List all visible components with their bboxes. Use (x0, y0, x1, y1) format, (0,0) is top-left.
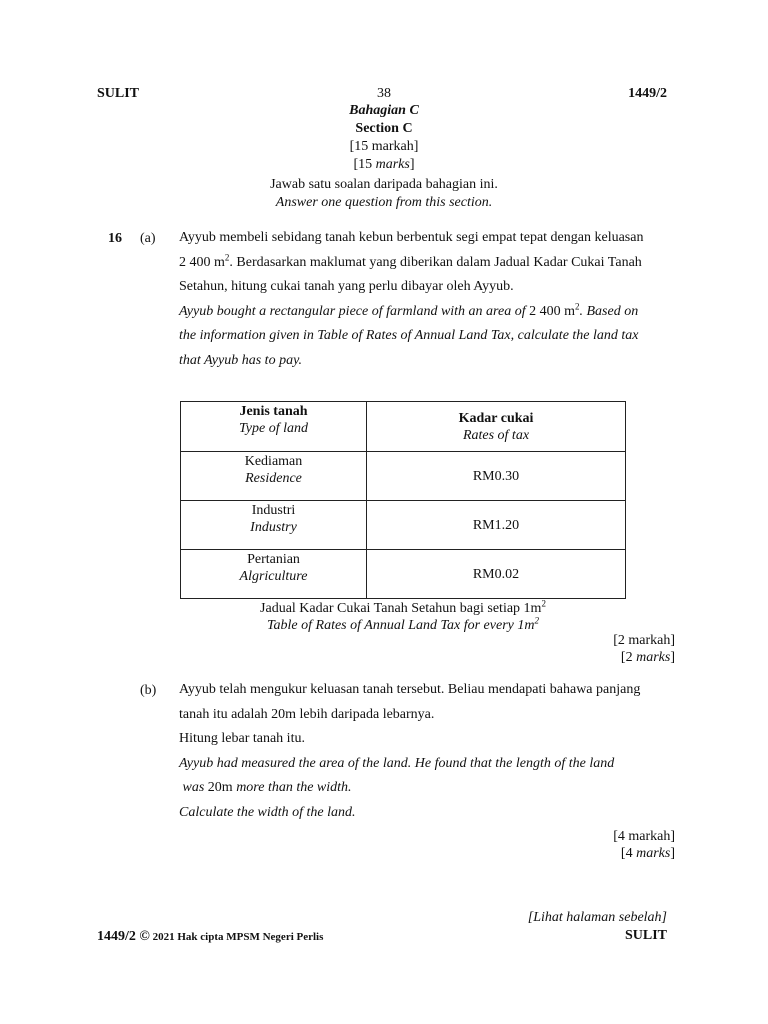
question-number: 16 (108, 231, 122, 246)
section-title-malay: Bahagian C (349, 103, 419, 118)
land-type-english: Residence (245, 471, 302, 486)
part-b-malay-line: Ayyub telah mengukur keluasan tanah tersebut. Beliau mendapati bahawa panjang (179, 682, 641, 697)
part-b-marks (613, 828, 675, 862)
section-instruction-malay: Jawab satu soalan daripada bahagian ini. (270, 177, 498, 192)
part-a-malay-line: Setahun, hitung cukai tanah yang perlu dibayar oleh Ayyub. (179, 279, 514, 294)
rate-cell: RM0.30 (367, 452, 626, 501)
header-cell-type (181, 402, 367, 452)
header-rate-english: Rates of tax (462, 427, 530, 443)
marks-malay: [4 markah] (613, 829, 675, 844)
header-paper-code: 1449/2 (628, 86, 667, 101)
part-b-label: (b) (140, 683, 157, 698)
footer-sulit-label: SULIT (624, 928, 667, 943)
table-row (181, 501, 626, 550)
marks-malay: [2 markah] (613, 633, 675, 648)
header-type-english: Type of land (239, 421, 308, 436)
header-rate-malay: Kadar cukai (458, 410, 534, 426)
header-type-malay: Jenis tanah (239, 404, 308, 419)
page-number: 38 (377, 86, 391, 101)
part-a-text (179, 226, 675, 373)
part-b-english-line: Ayyub had measured the area of the land. He found that the length of the land (179, 755, 615, 771)
part-a-malay-line: 2 400 $m^2$. Berdasarkan maklumat yang diberikan dalam Jadual Kadar Cukai Tanah (179, 251, 642, 270)
part-a-malay-line: Ayyub membeli sebidang tanah kebun berbentuk segi empat tepat dengan keluasan (179, 230, 644, 245)
section-marks-english: [15 marks] (353, 157, 415, 172)
footer-copyright: 1449/2 © 2021 Hak cipta MPSM Negeri Perlis (97, 929, 324, 944)
section-title-english: Section C (355, 121, 413, 136)
table-caption-malay: Jadual Kadar Cukai Tanah Setahun bagi setiap $1m^2$ (260, 598, 546, 616)
land-type-english: Industry (250, 520, 297, 535)
part-b-english-line: Calculate the width of the land. (179, 804, 356, 820)
part-b-malay-line: tanah itu adalah 20m lebih daripada lebarnya. (179, 706, 435, 722)
marks-english: [2 marks] (620, 650, 675, 665)
section-instruction-english: Answer one question from this section. (275, 195, 493, 210)
land-type-english: Algriculture (239, 569, 308, 584)
land-type-malay: Kediaman (244, 454, 303, 469)
table-header-row (181, 402, 626, 452)
rate-cell: RM0.02 (367, 550, 626, 599)
table-caption-english: Table of Rates of Annual Land Tax for every $1m^2$ (267, 615, 539, 633)
land-type-malay: Pertanian (247, 552, 300, 567)
part-a-english-line: the information given in Table of Rates of Annual Land Tax, calculate the land tax (179, 328, 639, 343)
land-type-cell (181, 550, 367, 599)
land-tax-table (180, 401, 626, 599)
part-b-english-line: was 20m more than the width. (179, 780, 352, 795)
land-type-malay: Industri (251, 503, 296, 518)
land-type-cell (181, 452, 367, 501)
header-sulit-label: SULIT (97, 86, 140, 101)
part-b-text (179, 678, 675, 825)
rate-cell: RM1.20 (367, 501, 626, 550)
land-type-cell (181, 501, 367, 550)
table-row (181, 452, 626, 501)
header-cell-rate (367, 402, 626, 452)
see-next-page-note: [Lihat halaman sebelah] (527, 910, 667, 925)
section-marks-malay: [15 markah] (349, 139, 419, 154)
table-row (181, 550, 626, 599)
part-a-label: (a) (140, 231, 156, 246)
part-a-marks (613, 632, 675, 666)
part-a-english-line: Ayyub bought a rectangular piece of farmland with an area of 2 400 $m^2$. Based on (179, 300, 639, 319)
marks-english: [4 marks] (620, 846, 675, 861)
part-b-malay-line: Hitung lebar tanah itu. (179, 731, 305, 746)
part-a-english-line: that Ayyub has to pay. (179, 352, 303, 368)
